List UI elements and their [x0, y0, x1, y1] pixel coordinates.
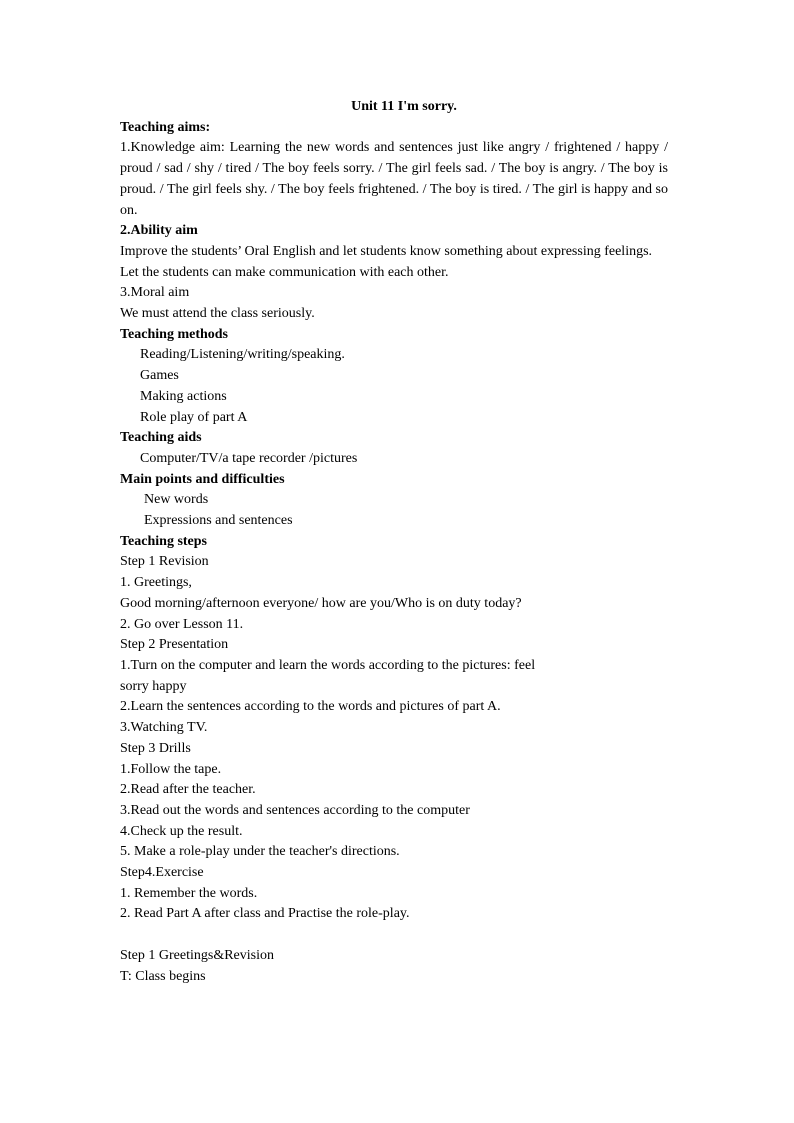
- method-item: Making actions: [140, 388, 227, 404]
- main-point-item: Expressions and sentences: [144, 513, 293, 529]
- step4-title: Step4.Exercise: [120, 865, 204, 881]
- ability-aim-heading: 2.Ability aim: [120, 223, 198, 239]
- step-line: 5. Make a role-play under the teacher's directions.: [120, 844, 400, 860]
- step-line: 1.Turn on the computer and learn the words according to the pictures: feel: [120, 657, 536, 673]
- greetings-revision-title: Step 1 Greetings&Revision: [120, 947, 274, 963]
- step-line: 2. Go over Lesson 11.: [120, 616, 244, 632]
- moral-aim-text: We must attend the class seriously.: [120, 306, 315, 322]
- step-line: 3.Watching TV.: [120, 720, 208, 736]
- main-points-heading: Main points and difficulties: [120, 471, 285, 487]
- method-item: Games: [140, 368, 179, 384]
- moral-aim-heading: 3.Moral aim: [120, 285, 190, 301]
- step2-title: Step 2 Presentation: [120, 637, 229, 653]
- step-line: 4.Check up the result.: [120, 823, 243, 839]
- step-line: 1.Follow the tape.: [120, 761, 222, 777]
- blank-line: [120, 925, 668, 946]
- method-item: Role play of part A: [140, 409, 248, 425]
- step-line: 1. Greetings,: [120, 575, 192, 591]
- teaching-methods-heading: Teaching methods: [120, 326, 229, 342]
- dialogue-line: T: Class begins: [120, 968, 206, 984]
- teaching-steps-heading: Teaching steps: [120, 533, 208, 549]
- aids-item: Computer/TV/a tape recorder /pictures: [140, 450, 358, 466]
- step3-title: Step 3 Drills: [120, 740, 191, 756]
- document-title: Unit 11 I'm sorry.: [351, 99, 457, 114]
- step-line: 3.Read out the words and sentences according to the computer: [120, 802, 470, 818]
- step-line: 1. Remember the words.: [120, 885, 258, 901]
- step-line: 2.Read after the teacher.: [120, 782, 256, 798]
- main-point-item: New words: [144, 492, 209, 508]
- ability-aim-text-2: Let the students can make communication with each other.: [120, 264, 449, 280]
- ability-aim-text-1: Improve the students’ Oral English and let students know something about expressing feelings.: [120, 243, 653, 259]
- step-line: 2. Read Part A after class and Practise the role-play.: [120, 906, 410, 922]
- method-item: Reading/Listening/writing/speaking.: [140, 347, 345, 363]
- step1-title: Step 1 Revision: [120, 554, 209, 570]
- document-page: [120, 97, 668, 987]
- teaching-aids-heading: Teaching aids: [120, 430, 202, 446]
- step-line: 2.Learn the sentences according to the words and pictures of part A.: [120, 699, 501, 715]
- step-line: Good morning/afternoon everyone/ how are you/Who is on duty today?: [120, 595, 522, 611]
- knowledge-aim-paragraph: 1.Knowledge aim: Learning the new words and sentences just like angry / frightened / happy / proud / sad / shy / tired / The boy feels sorry. / The girl feels sad. / The boy is angry. / The boy is proud. / The girl feels shy. / The boy feels frightened. / The boy is tired. / The girl is happy and so on.: [120, 140, 668, 218]
- teaching-aims-heading: Teaching aims:: [120, 119, 211, 135]
- step-line: sorry happy: [120, 678, 187, 694]
